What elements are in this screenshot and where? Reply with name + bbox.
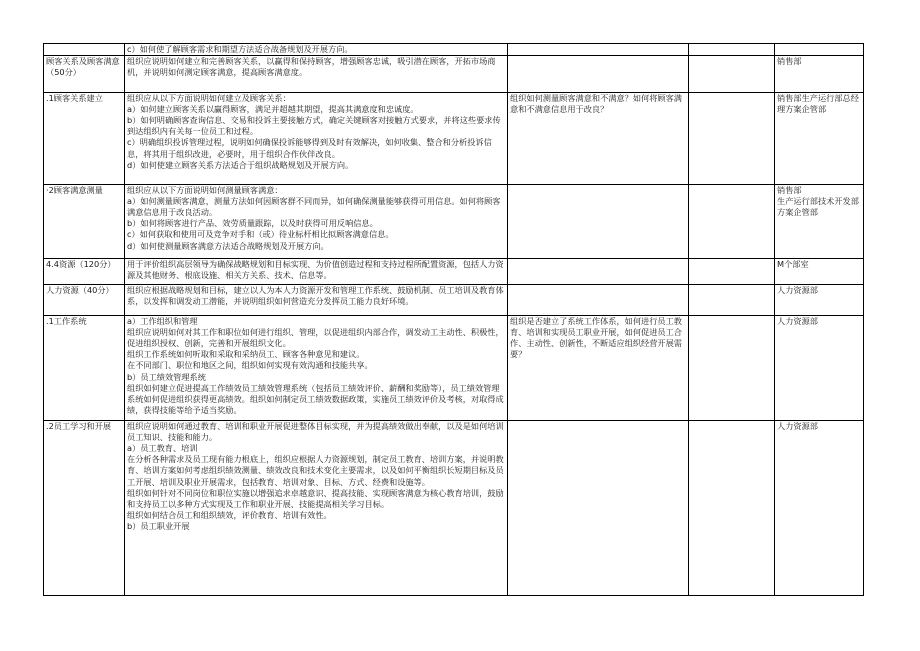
department-text: 销售部生产运行部总经理方案企管部 <box>777 93 859 115</box>
section-title-cell <box>44 44 125 56</box>
body-line: 组织应从以下方面说明如何测量顾客满意： <box>127 185 283 196</box>
empty-cell <box>689 56 775 93</box>
section-title-cell <box>44 421 125 596</box>
body-line: b）员工绩效管理系统 <box>127 371 206 382</box>
question-cell <box>508 421 689 596</box>
section-body-cell <box>125 316 508 421</box>
body-line: b）如何明确顾客查询信息、交易和投诉主要接触方式，确定关键顾客对接触方式要求，并将这些要求传到达组织内有关每一位员工和过程。 <box>127 115 501 137</box>
body-line: b）员工职业开展 <box>127 520 190 531</box>
empty-cell <box>689 421 775 596</box>
empty-cell <box>689 185 775 259</box>
body-line: 组织应根据战略规划和目标，建立以人为本人力资源开发和管理工作系统、鼓励机制、员工培训及教育体系，以发挥和调发动工潜能，并说明组织如何营造充分发挥员工能力良好环境。 <box>127 285 504 307</box>
body-line: c）明确组织投诉管理过程，说明如何确保投诉能够得到及时有效解决，如何收集、整合和分析投诉信息，将其用于组织改进，必要时，用于组织合作伙伴改良。 <box>127 137 492 159</box>
section-title: 4.4资源（120分） <box>46 259 116 270</box>
section-title-cell <box>44 185 125 259</box>
empty-cell <box>689 93 775 185</box>
section-body-cell <box>125 259 508 285</box>
table-row <box>44 56 864 93</box>
section-title: 人力资源（40分） <box>46 285 114 296</box>
section-title-cell <box>44 56 125 93</box>
section-title-cell <box>44 93 125 185</box>
section-title: 顾客关系及顾客满意（50分） <box>46 56 120 78</box>
table-row <box>44 259 864 285</box>
body-line: b）如何将顾客进行产品、效劳质量跟踪，以及时获得可用反响信息。 <box>127 218 378 229</box>
table-row <box>44 44 864 56</box>
body-line: c）如何获取和使用可及竞争对手和（或）待业标杆相比拟顾客满意信息。 <box>127 229 394 240</box>
empty-cell <box>689 44 775 56</box>
department-cell <box>775 316 864 421</box>
department-text: 生产运行部技术开发部方案企管部 <box>777 196 859 218</box>
table-row <box>44 316 864 421</box>
body-line: d）如何使测量顾客满意方法适合战略规划及开展方向。 <box>127 240 329 251</box>
question-cell <box>508 316 689 421</box>
body-line: 组织应说明如何对其工作和职位如何进行组织、管理，以促进组织内部合作，调发动工主动性、积极性，促进组织授权、创新，完善和开展组织文化。 <box>127 327 504 349</box>
body-line: 组织应说明如何通过教育、培训和职业开展促进整体目标实现，并为提高绩效做出奉献，以及是如何培训员工知识、技能和能力。 <box>127 421 504 443</box>
body-line: 组织应说明如何建立和完善顾客关系，以赢得和保持顾客，增强顾客忠诚，吸引潜在顾客，开拓市场商机，并说明如何测定顾客满意，提高顾客满意度。 <box>127 56 496 78</box>
body-line: 在不同部门、职位和地区之间，组织如何实现有效沟通和技能共享。 <box>127 360 373 371</box>
department-cell <box>775 185 864 259</box>
empty-cell <box>689 285 775 316</box>
body-line: 组织工作系统如何听取和采取和采纳员工、顾客各种意见和建议。 <box>127 349 365 360</box>
body-line: a）如何建立顾客关系以赢得顾客，满足并超越其期望，提高其满意度和忠诚度。 <box>127 104 419 115</box>
section-body-cell <box>125 285 508 316</box>
body-line: a）工作组织和管理 <box>127 316 198 327</box>
question-cell <box>508 285 689 316</box>
department-cell <box>775 56 864 93</box>
question-text: 组织如何测量顾客满意和不满意？如何将顾客满意和不满意信息用于改良？ <box>510 93 682 115</box>
table-row <box>44 93 864 185</box>
criteria-table <box>43 43 864 596</box>
section-body-cell <box>125 93 508 185</box>
body-line: a）员工教育、培训 <box>127 443 198 454</box>
section-title: .1顾客关系建立 <box>46 93 103 104</box>
body-line: 组织如何针对不同岗位和职位实施以增强追求卓越意识、提高技能、实现顾客满意为核心教育培训，鼓励和支持员工以多种方式实现及工作和职业开展、技能提高相关学习目标。 <box>127 487 504 509</box>
body-line: 在分析各种需求及员工现有能力根底上，组织应根据人力资源规划，制定员工教育、培训方案，并说明教育、培训方案如何考虑组织绩效测量、绩效改良和技术变化主要需求，以及如何平衡组织长短期目标及员工开展、培训及职业开展需求，包括教育、培训对象、目标、方式、经费和设施等。 <box>127 454 504 487</box>
department-cell <box>775 285 864 316</box>
question-cell <box>508 185 689 259</box>
section-body-cell <box>125 421 508 596</box>
body-line: 组织如何结合员工和组织绩效，评价教育、培训有效性。 <box>127 509 332 520</box>
body-line: 用于评价组织高层领导为确保战略规划和目标实现、为价值创造过程和支持过程所配置资源，包括人力资源及其他财务、根底设施、相关方关系、技术、信息等。 <box>127 259 504 281</box>
empty-cell <box>689 316 775 421</box>
section-title: ·2顾客满意测量 <box>46 185 103 196</box>
section-body-cell <box>125 44 508 56</box>
department-cell <box>775 93 864 185</box>
department-text: 销售部 <box>777 185 802 196</box>
section-body-cell <box>125 185 508 259</box>
department-text: 人力资源部 <box>777 285 818 296</box>
empty-cell <box>689 259 775 285</box>
department-cell <box>775 259 864 285</box>
table-row <box>44 421 864 596</box>
question-text: 组织是否建立了系统工作体系，如何进行员工教育、培训和实现员工职业开展，如何促进员工合作、主动性、创新性，不断适应组织经营开展需要？ <box>510 316 682 360</box>
section-body-cell <box>125 56 508 93</box>
body-line: c）如何使了解顾客需求和期望方法适合战备规划及开展方向。 <box>127 44 353 54</box>
question-cell <box>508 93 689 185</box>
section-title-cell <box>44 316 125 421</box>
body-line: a）如何测量顾客满意，测量方法如何因顾客群不同而异，如何确保测量能够获得可用信息。如何将顾客满意信息用于改良活动。 <box>127 196 501 218</box>
body-line: 组织应从以下方面说明如何建立及顾客关系： <box>127 93 291 104</box>
department-text: 人力资源部 <box>777 421 818 432</box>
department-text: M个部室 <box>777 259 809 270</box>
question-cell <box>508 44 689 56</box>
section-title: .2员工学习和开展 <box>46 421 112 432</box>
department-cell <box>775 421 864 596</box>
table-row <box>44 285 864 316</box>
department-text: 销售部 <box>777 56 802 67</box>
body-line: 组织如何建立促进提高工作绩效员工绩效管理系统（包括员工绩效评价、薪酬和奖励等），员工绩效管理系统如何促进组织获得更高绩效。组织如何制定员工绩效数据政策，实施员工绩效评价及考核，对取得成绩，获得技能等给予适当奖励。 <box>127 382 504 415</box>
section-title-cell <box>44 285 125 316</box>
section-title: .1工作系统 <box>46 316 87 327</box>
question-cell <box>508 259 689 285</box>
section-title-cell <box>44 259 125 285</box>
table-row <box>44 185 864 259</box>
body-line: d）如何使建立顾客关系方法适合于组织战略规划及开展方向。 <box>127 159 354 170</box>
question-cell <box>508 56 689 93</box>
department-cell <box>775 44 864 56</box>
department-text: 人力资源部 <box>777 316 818 327</box>
